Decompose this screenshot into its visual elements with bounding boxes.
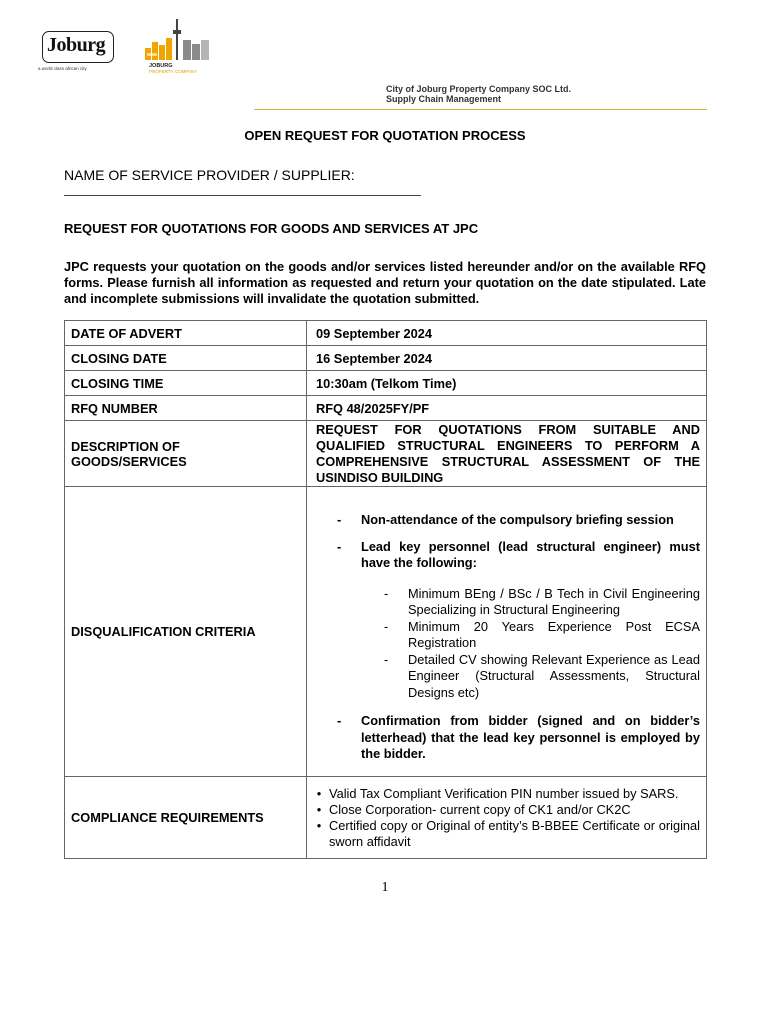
- list-item: [316, 652, 700, 702]
- dq-item-1: Non-attendance of the compulsory briefing session: [361, 512, 674, 528]
- company-name: City of Joburg Property Company SOC Ltd.: [386, 84, 572, 94]
- joburg-logo-text: Joburg: [47, 34, 106, 56]
- supplier-signature-line: [64, 195, 421, 196]
- jpc-logo: [143, 18, 218, 78]
- jpc-logo-text: JOBURG: [149, 63, 173, 69]
- list-item: [316, 586, 700, 619]
- dash-bullet: -: [384, 651, 389, 667]
- page-number: 1: [381, 880, 389, 895]
- intro-paragraph: JPC requests your quotation on the goods and/or services listed hereunder and/or on the available RFQ forms. Please furnish all information as requested and return your quotation on the date stipulated. Late and incomplete submissions will invalidate the quotation submitted.: [64, 259, 706, 306]
- jpc-wordmark: [149, 63, 197, 75]
- description-value: [307, 421, 707, 487]
- dq-sub-2: Minimum 20 Years Experience Post ECSA Registration: [408, 618, 700, 651]
- date-of-advert-value: 09 September 2024: [307, 321, 707, 346]
- closing-date-label: CLOSING DATE: [65, 346, 307, 371]
- rfq-heading: REQUEST FOR QUOTATIONS FOR GOODS AND SERVICES AT JPC: [64, 221, 479, 236]
- list-item: [316, 619, 700, 652]
- joburg-logo: [38, 25, 118, 75]
- closing-time-label: CLOSING TIME: [65, 371, 307, 396]
- dash-bullet: -: [337, 538, 342, 554]
- dash-bullet: -: [384, 585, 389, 601]
- compliance-item-1: Valid Tax Compliant Verification PIN number issued by SARS.: [329, 785, 679, 801]
- list-item: [309, 818, 700, 850]
- table-row: [65, 421, 707, 487]
- table-row: [65, 487, 707, 777]
- joburg-tagline: a world class african city: [38, 66, 87, 71]
- bullet-icon: •: [316, 785, 322, 801]
- supplier-label: NAME OF SERVICE PROVIDER / SUPPLIER:: [64, 167, 355, 183]
- list-item: [309, 802, 700, 818]
- list-item: [316, 539, 700, 572]
- company-block: [386, 84, 571, 104]
- table-row: [65, 371, 707, 396]
- disqualification-label: DISQUALIFICATION CRITERIA: [65, 487, 307, 777]
- description-label-line1: DESCRIPTION OF: [71, 438, 180, 454]
- list-item: [309, 786, 700, 802]
- compliance-item-3: Certified copy or Original of entity’s B-BBEE Certificate or original sworn affidavit: [329, 817, 700, 849]
- dq-item-3: Confirmation from bidder (signed and on bidder’s letterhead) that the lead key personnel is employed by the bidder.: [361, 713, 700, 762]
- table-row: [65, 346, 707, 371]
- date-of-advert-label: DATE OF ADVERT: [65, 321, 307, 346]
- table-row: [65, 777, 707, 859]
- department: Supply Chain Management: [386, 94, 502, 104]
- jpc-skyline-icon: [143, 18, 218, 63]
- compliance-item-2: Close Corporation- current copy of CK1 and/or CK2C: [329, 801, 631, 817]
- rfq-number-label: RFQ NUMBER: [65, 396, 307, 421]
- description-text: REQUEST FOR QUOTATIONS FROM SUITABLE AND QUALIFIED STRUCTURAL ENGINEERS TO PERFORM A COMPREHENSIVE STRUCTURAL ASSESSMENT OF THE USINDISO BUILDING: [316, 421, 700, 485]
- disqualification-criteria: [307, 487, 707, 777]
- dash-bullet: -: [384, 618, 389, 634]
- compliance-requirements: [307, 777, 707, 859]
- dq-item-2: Lead key personnel (lead structural engineer) must have the following:: [361, 538, 700, 571]
- dash-bullet: -: [337, 713, 342, 729]
- dq-sub-1: Minimum BEng / BSc / B Tech in Civil Engineering Specializing in Structural Engineering: [408, 585, 700, 618]
- dash-bullet: -: [337, 512, 342, 528]
- rfq-number-value: RFQ 48/2025FY/PF: [307, 396, 707, 421]
- closing-date-value: 16 September 2024: [307, 346, 707, 371]
- table-row: [65, 396, 707, 421]
- dq-sub-3: Detailed CV showing Relevant Experience as Lead Engineer (Structural Assessments, Structural Designs etc): [408, 651, 700, 700]
- table-row: [65, 321, 707, 346]
- list-item: [316, 512, 700, 529]
- description-label-line2: GOODS/SERVICES: [71, 453, 187, 469]
- description-label: [65, 421, 307, 487]
- list-item: [316, 713, 700, 763]
- jpc-logo-sub: PROPERTY COMPANY: [149, 69, 198, 74]
- bullet-icon: •: [316, 801, 322, 817]
- rfq-details-table: [64, 320, 707, 859]
- header-rule: [254, 109, 707, 110]
- bullet-icon: •: [316, 817, 322, 833]
- compliance-label: COMPLIANCE REQUIREMENTS: [65, 777, 307, 859]
- closing-time-value: 10:30am (Telkom Time): [307, 371, 707, 396]
- page-title: OPEN REQUEST FOR QUOTATION PROCESS: [244, 128, 526, 143]
